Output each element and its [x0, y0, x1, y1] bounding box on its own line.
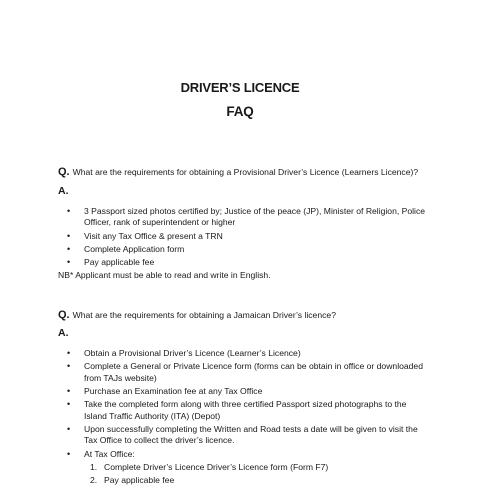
answer-1-list	[66, 206, 426, 271]
document-subtitle: FAQ	[226, 104, 254, 119]
list-item: • 3 Passport sized photos certified by; Justice of the peace (JP), Minister of Religion, Police Officer, rank of superintendent or higher	[67, 206, 426, 228]
list-item: • Obtain a Provisional Driver’s Licence (Learner’s Licence)	[67, 348, 301, 358]
bullet-icon: •	[67, 243, 71, 254]
question-marker: Q.	[58, 309, 70, 321]
list-item: • Upon successfully completing the Written and Road tests a date will be given to visit the Tax Office to collect the driver’s licence.	[67, 423, 418, 446]
bullet-icon: •	[67, 448, 71, 459]
bullet-icon: •	[67, 423, 71, 434]
question-text: What are the requirements for obtaining a Provisional Driver’s Licence (Learners Licence)?	[72, 167, 419, 177]
answer-marker-1: A.	[58, 185, 69, 197]
list-item: • Pay applicable fee	[67, 257, 155, 268]
bullet-icon: •	[67, 385, 71, 396]
list-item: • At Tax Office: 1. Complete Driver’s Licence Driver’s Licence form (Form F7) 2. Pay applicable fee	[66, 449, 426, 487]
bullet-icon: •	[67, 257, 71, 268]
tax-office-steps	[84, 462, 426, 487]
bullet-icon: •	[67, 399, 71, 410]
bullet-icon: •	[67, 206, 71, 216]
list-item: • Take the completed form along with three certified Passport sized photographs to the Island Traffic Authority (ITA) (Depot)	[67, 399, 407, 421]
list-item: • Visit any Tax Office & present a TRN	[67, 230, 223, 241]
question-marker: Q.	[58, 166, 70, 178]
applicant-note: NB* Applicant must be able to read and write in English.	[58, 270, 271, 280]
list-item: • Complete Application form	[67, 243, 185, 254]
question-text: What are the requirements for obtaining a Jamaican Driver’s licence?	[72, 310, 336, 320]
list-item: 1. Complete Driver’s Licence Driver’s Licence form (Form F7)	[90, 461, 329, 472]
document-title: DRIVER’S LICENCE	[180, 80, 300, 95]
list-item: 2. Pay applicable fee	[90, 475, 175, 486]
bullet-icon: •	[67, 361, 71, 372]
question-2	[58, 309, 336, 321]
answer-2-list	[66, 348, 426, 489]
answer-marker-2: A.	[58, 327, 69, 339]
bullet-icon: •	[67, 348, 71, 358]
list-item: • Complete a General or Private Licence form (forms can be obtain in office or downloaded from TAJs website)	[67, 361, 423, 383]
list-item: • Purchase an Examination fee at any Tax Office	[67, 385, 263, 396]
question-1	[58, 166, 418, 178]
bullet-icon: •	[67, 230, 71, 241]
